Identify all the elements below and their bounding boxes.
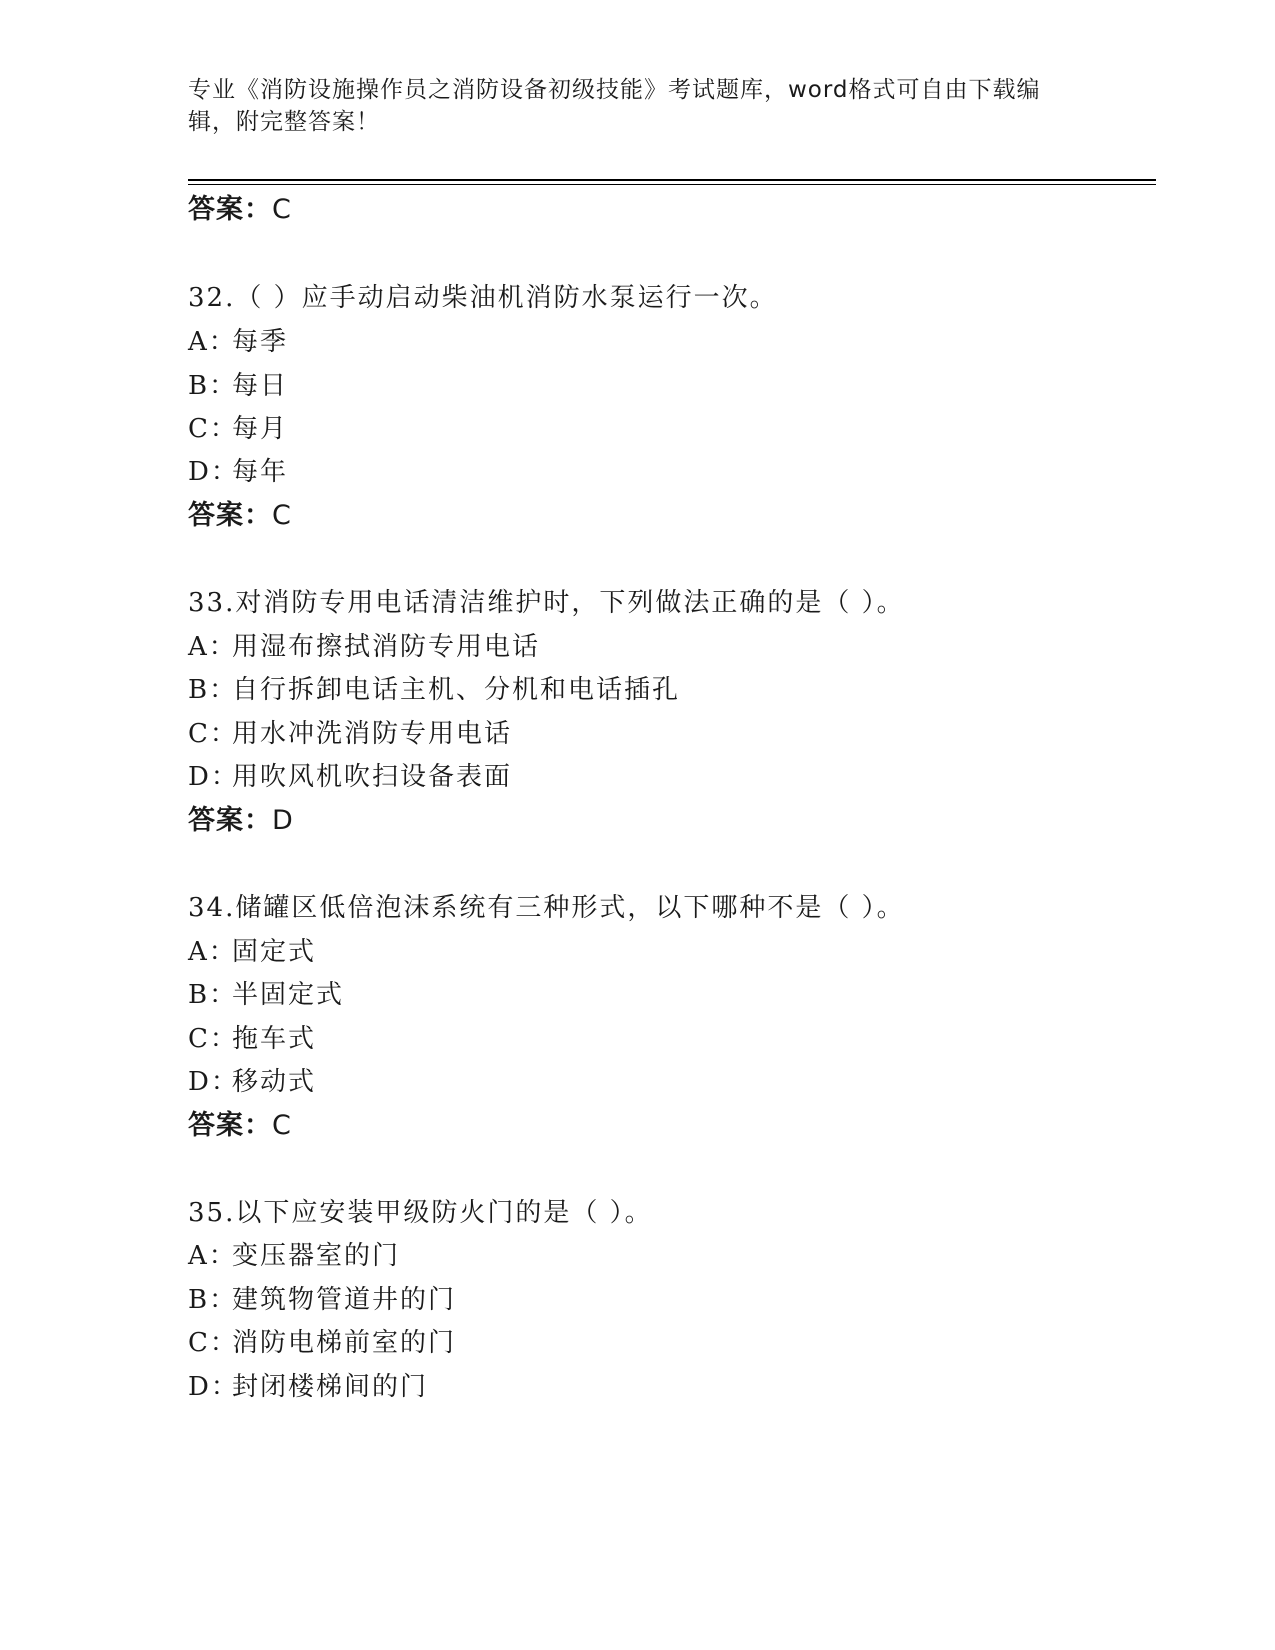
option-text: 用吹风机吹扫设备表面 [232, 762, 513, 792]
option-key: C： [188, 719, 238, 749]
header-divider-thin [188, 184, 1156, 185]
option-key: A： [188, 632, 237, 662]
option-text: 每日 [232, 371, 289, 401]
option-text: 拖车式 [232, 1024, 317, 1054]
question-stem: 34.储罐区低倍泡沫系统有三种形式，以下哪种不是（ ）。 [188, 893, 905, 923]
option-key: C： [188, 1328, 238, 1358]
option-c [188, 1021, 316, 1057]
option-d [188, 1369, 428, 1405]
header-note: 专业《消防设施操作员之消防设备初级技能》考试题库，word格式可自由下载编辑，附完整答案！ [188, 77, 1041, 135]
option-text: 每月 [232, 414, 289, 444]
header-divider-thick [188, 179, 1156, 181]
answer-label: 答案： [188, 194, 272, 225]
option-key: A： [188, 1241, 237, 1271]
option-a [188, 934, 316, 970]
answer-value: C [272, 500, 292, 531]
option-text: 变压器室的门 [232, 1241, 401, 1271]
option-text: 固定式 [232, 937, 317, 967]
answer-label: 答案： [188, 1110, 272, 1141]
option-key: D： [188, 1372, 239, 1402]
answer-value: C [272, 1110, 292, 1141]
option-d [188, 1064, 316, 1100]
option-d [188, 759, 512, 795]
option-key: C： [188, 414, 238, 444]
question-stem: 33.对消防专用电话清洁维护时，下列做法正确的是（ ）。 [188, 588, 905, 618]
option-key: B： [188, 980, 238, 1010]
option-text: 自行拆卸电话主机、分机和电话插孔 [232, 675, 681, 705]
option-key: B： [188, 371, 238, 401]
option-text: 封闭楼梯间的门 [232, 1372, 429, 1402]
option-key: A： [188, 327, 237, 357]
answer-line [188, 803, 294, 839]
option-key: D： [188, 457, 239, 487]
answer-label: 答案： [188, 500, 272, 531]
answer-line [188, 192, 292, 228]
option-a [188, 1238, 400, 1274]
option-key: D： [188, 1067, 239, 1097]
option-a [188, 324, 288, 360]
answer-line [188, 1108, 292, 1144]
option-key: C： [188, 1024, 238, 1054]
option-key: D： [188, 762, 239, 792]
answer-line [188, 498, 292, 534]
option-key: A： [188, 937, 237, 967]
option-d [188, 454, 288, 490]
option-b [188, 977, 344, 1013]
question-stem: 35.以下应安装甲级防火门的是（ ）。 [188, 1198, 653, 1228]
option-c [188, 716, 512, 752]
option-c [188, 411, 288, 447]
option-text: 每年 [232, 457, 289, 487]
option-c [188, 1325, 456, 1361]
option-a [188, 629, 540, 665]
answer-value: C [272, 194, 292, 225]
question-stem: 32.（ ）应手动启动柴油机消防水泵运行一次。 [188, 283, 778, 313]
option-text: 移动式 [232, 1067, 317, 1097]
option-text: 用湿布擦拭消防专用电话 [232, 632, 541, 662]
option-b [188, 368, 288, 404]
answer-label: 答案： [188, 805, 272, 836]
option-key: B： [188, 675, 238, 705]
option-key: B： [188, 1285, 238, 1315]
option-b [188, 1282, 456, 1318]
answer-value: D [272, 805, 294, 836]
option-text: 半固定式 [232, 980, 345, 1010]
option-text: 每季 [232, 327, 289, 357]
option-text: 用水冲洗消防专用电话 [232, 719, 513, 749]
option-text: 建筑物管道井的门 [232, 1285, 457, 1315]
option-b [188, 672, 680, 708]
option-text: 消防电梯前室的门 [232, 1328, 457, 1358]
